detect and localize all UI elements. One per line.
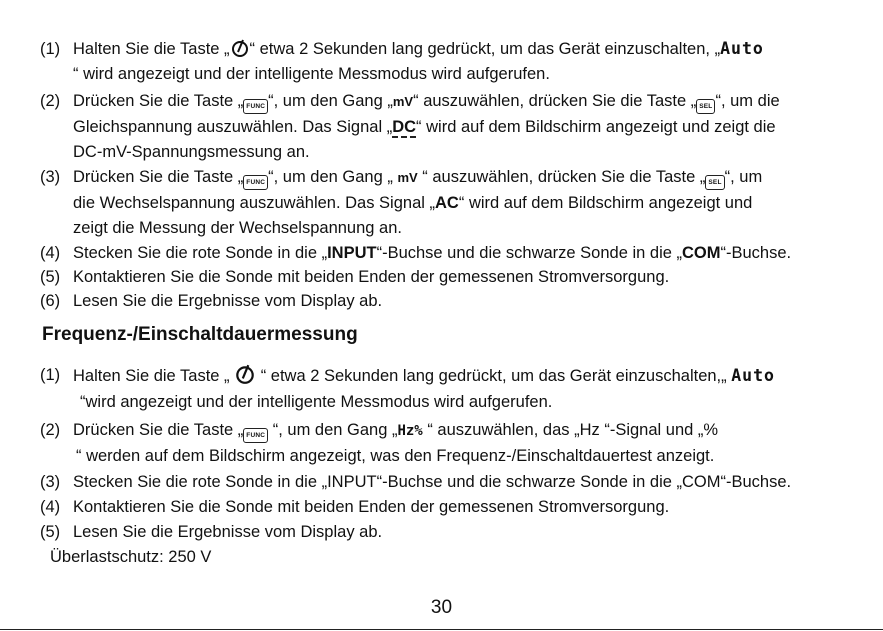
item-text: “ etwa 2 Sekunden lang gedrückt, um das Gerät einzuschalten, „	[249, 40, 721, 58]
lcd-auto-text: Auto	[731, 366, 775, 385]
ac-signal-icon: AC	[435, 194, 459, 212]
section-heading: Frequenz-/Einschaltdauermessung	[42, 324, 358, 345]
func-button-icon: FUNC	[243, 428, 268, 443]
footer-rule	[0, 629, 883, 630]
power-icon	[230, 38, 250, 58]
item-number: (1)	[40, 40, 61, 58]
lcd-auto-text: Auto	[720, 39, 764, 58]
func-button-icon: FUNC	[243, 175, 268, 190]
item-text: Halten Sie die Taste „	[73, 40, 230, 58]
mv-range-icon: mV	[397, 170, 418, 185]
mv-range-icon: mV	[392, 94, 414, 109]
dc-signal-icon: DC	[392, 118, 417, 136]
power-icon	[234, 363, 256, 385]
page-number: 30	[430, 597, 453, 618]
func-button-icon: FUNC	[243, 99, 268, 114]
hz-percent-range-icon: Hz%	[397, 423, 423, 439]
sel-button-icon: SEL	[705, 175, 724, 190]
document-page: (1) Halten Sie die Taste „ “ etwa 2 Sekunden lang gedrückt, um das Gerät einzuschalten, „Auto “ wird angezeigt und der intelligente Messmodus wird aufgerufen. (2) Drücken Sie die Taste „ FUNC “, um den Gang „mV“ auszuwählen, drücken Sie die Taste „ SEL “, um die Gleichspannung auszuwählen. Das Signal „DC“ wird auf dem Bildschirm angezeigt und zeigt die DC-mV-Spannungsmessung an. (3) Drücken Sie die Taste „ FUNC “, um den Gang „ mV “ auszuwählen, drücken Sie die Taste „ SEL “, um die Wechselspannung auszuwählen. Das Signal „AC“ wird auf dem Bildschirm angezeigt und zeigt die Messung der Wechselspannung an. (4) Stecken Sie die rote Sonde in die „INPUT“-Buchse und die schwarze Sonde in die „COM“-Buchse. (5) Kontaktieren Sie die Sonde mit beiden Enden der gemessenen Stromversorgung. (6) Lesen Sie die Ergebnisse vom Display ab. Frequenz-/Einschaltdauermessung (1) Halten Sie die Taste „ “ etwa 2 Sekunden lang gedrückt, um das Gerät einzuschalten,„ Auto “wird angezeigt und der intelligente Messmodus wird aufgerufen. (2) Drücken Sie die Taste „ FUNC “, um den Gang „Hz% “ auszuwählen, das „Hz “-Signal und „% “ werden auf dem Bildschirm angezeigt, was den Frequenz-/Einschaltdauertest anzeigt. (3) Stecken Sie die rote Sonde in die „INPUT“-Buchse und die schwarze Sonde in die „COM“-Buchse. (4) Kontaktieren Sie die Sonde mit beiden Enden der gemessenen Stromversorgung. (5) Lesen Sie die Ergebnisse vom Display ab. Überlastschutz: 250 V 30	[0, 0, 883, 631]
sel-button-icon: SEL	[696, 99, 715, 114]
